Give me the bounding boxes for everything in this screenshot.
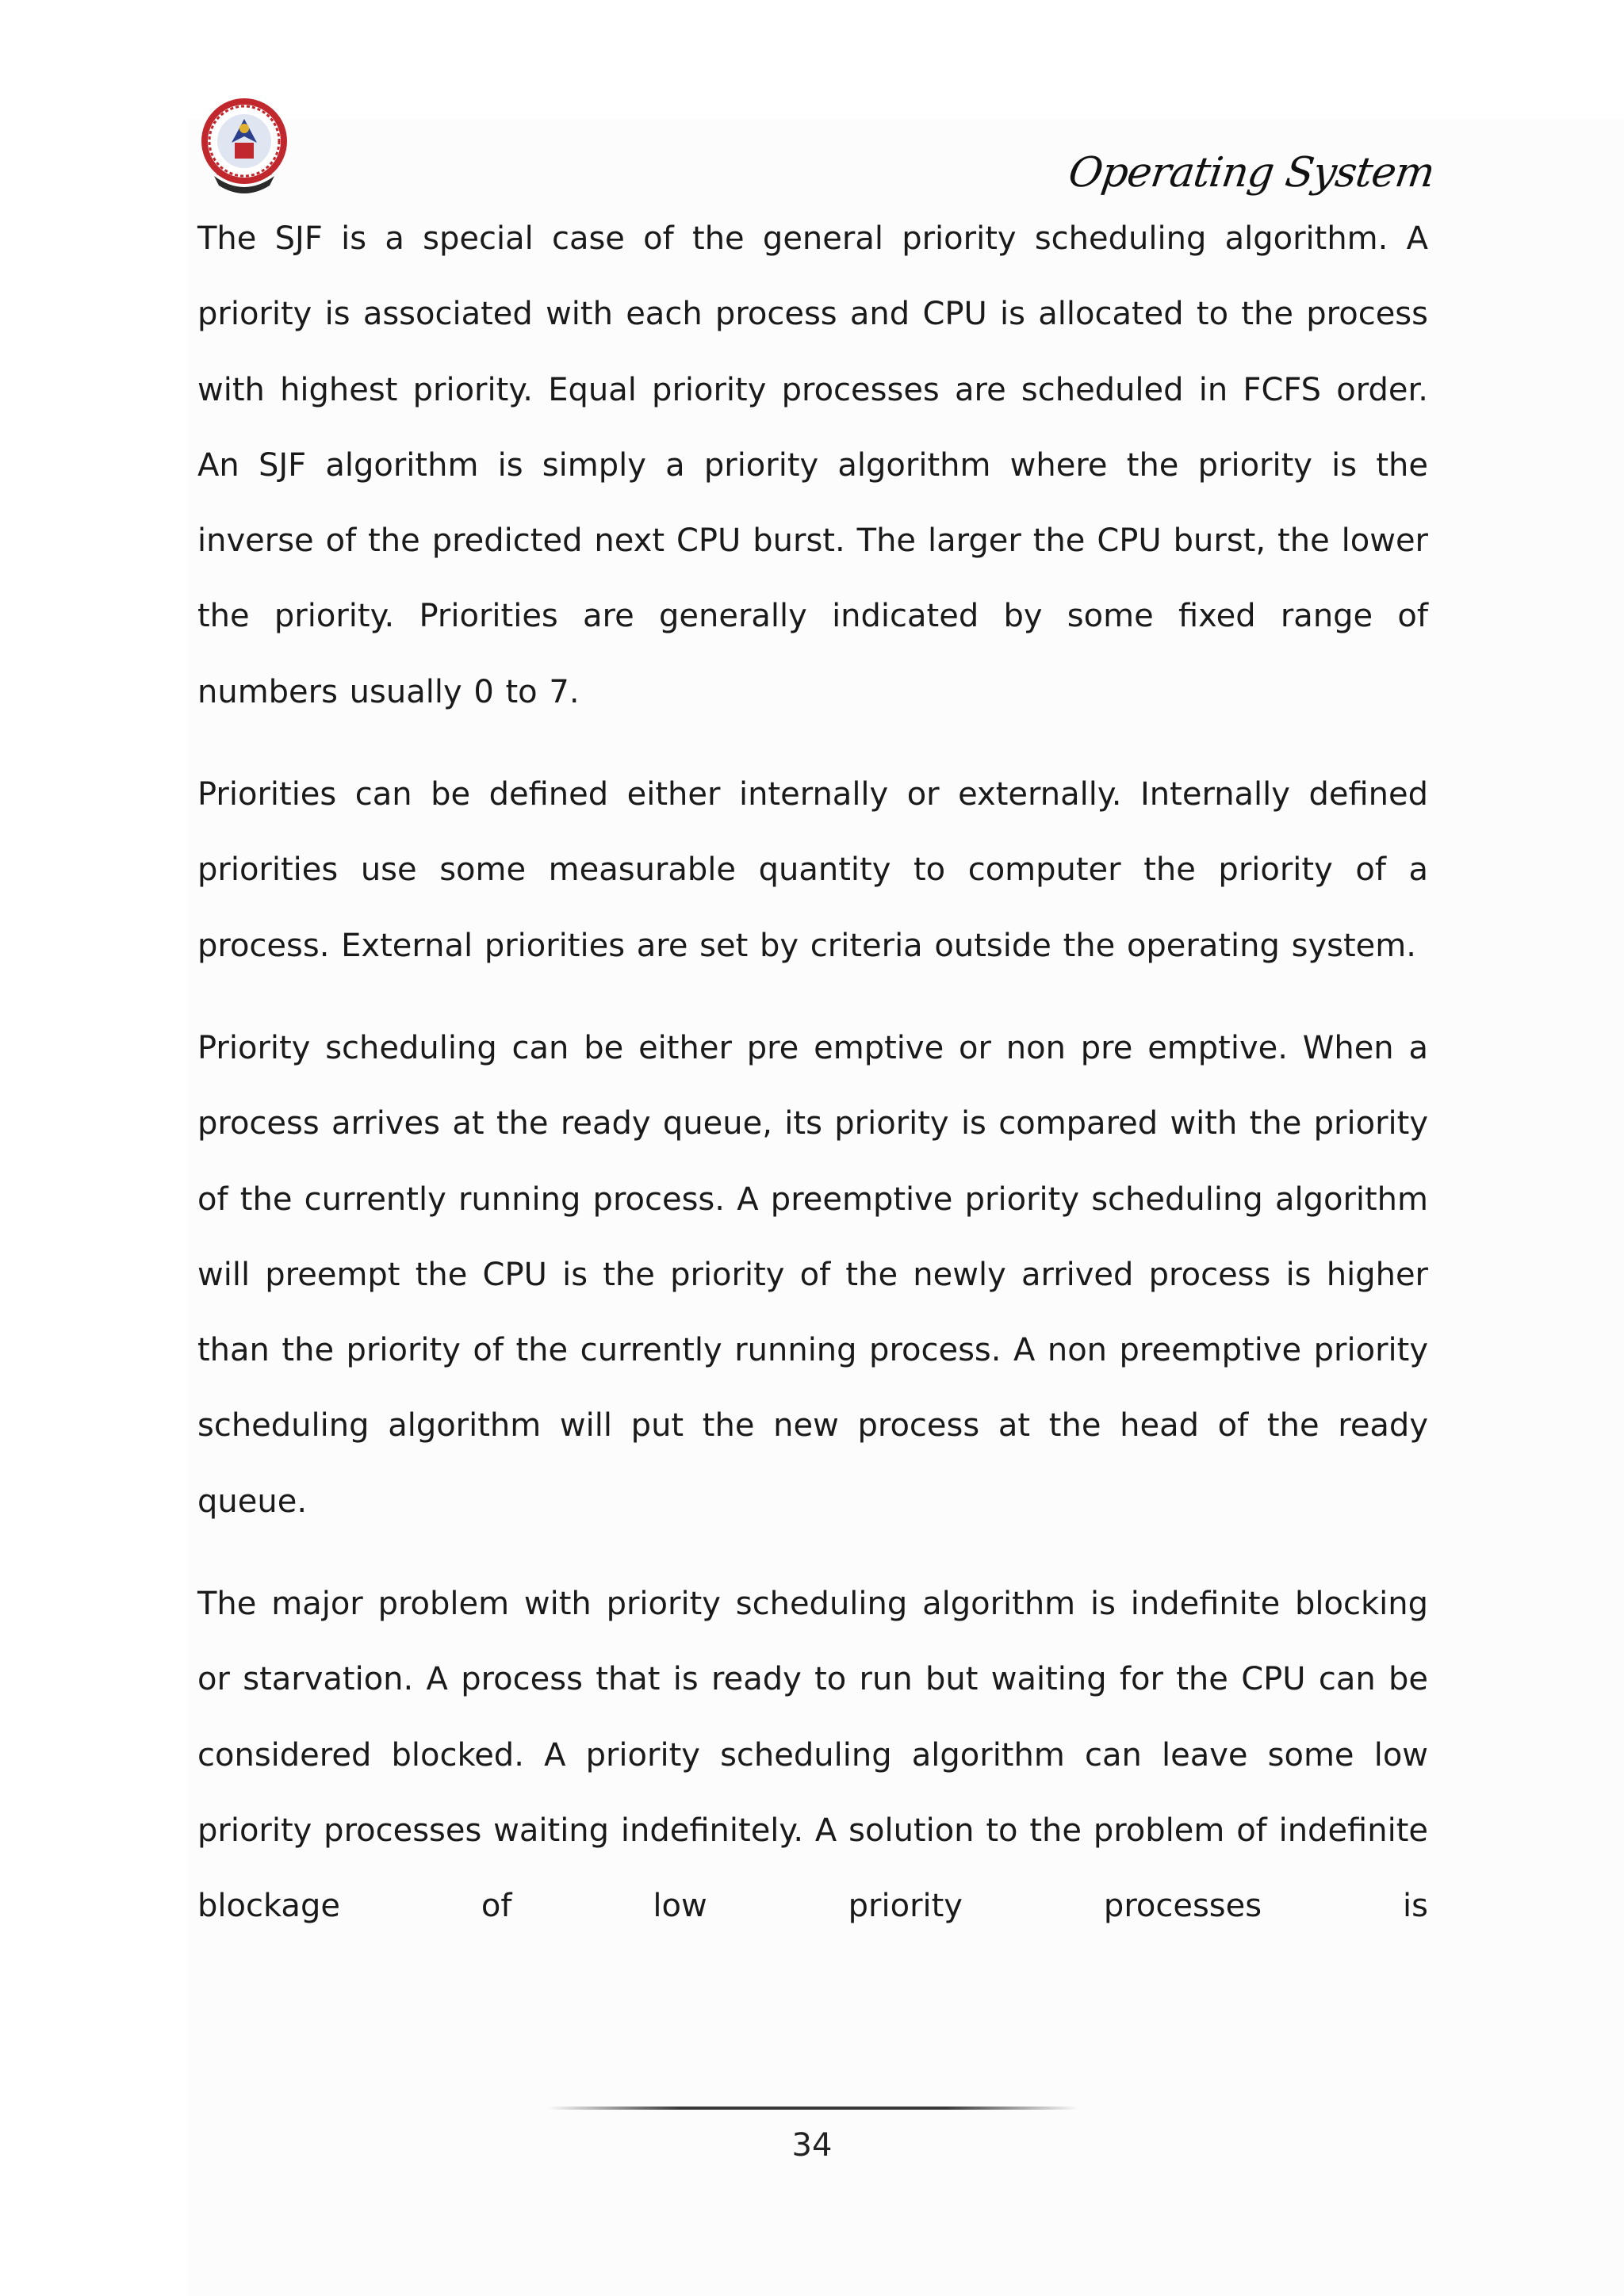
paragraph-preemptive-priority: Priority scheduling can be either pre emptive or non pre emptive. When a process arrives at the ready queue, its priority is compared with the priority of the currently running process. A preemptive priority scheduling algorithm will preempt the CPU is the priority of the newly arrived process is higher than the priority of the currently running process. A non preemptive priority scheduling algorithm will put the new process at the head of the ready queue. <box>197 1029 1428 1520</box>
paragraph-priority-definition: Priorities can be defined either internally or externally. Internally defined priorities use some measurable quantity to computer the priority of a process. External priorities are set by criteria outside the operating system. <box>197 776 1428 964</box>
paragraph-priority-scheduling-intro: The SJF is a special case of the general priority scheduling algorithm. A priority is associated with each process and CPU is allocated to the process with highest priority. Equal priority processes are scheduled in FCFS order. An SJF algorithm is simply a priority algorithm where the priority is the inverse of the predicted next CPU burst. The larger the CPU burst, the lower the priority. Priorities are generally indicated by some fixed range of numbers usually 0 to 7. <box>197 220 1428 710</box>
paragraph-starvation-problem: The major problem with priority scheduling algorithm is indefinite blocking or starvation. A process that is ready to run but waiting for the CPU can be considered blocked. A priority scheduling algorithm can leave some low priority processes waiting indefinitely. A solution to the problem of indefinite blockage of low priority processes is <box>197 1586 1428 1925</box>
document-body <box>197 201 1428 1972</box>
page-number: 34 <box>791 2127 833 2164</box>
institution-seal-logo <box>198 97 290 197</box>
footer-divider <box>547 2107 1078 2110</box>
running-header-title: Operating System <box>1065 149 1438 197</box>
